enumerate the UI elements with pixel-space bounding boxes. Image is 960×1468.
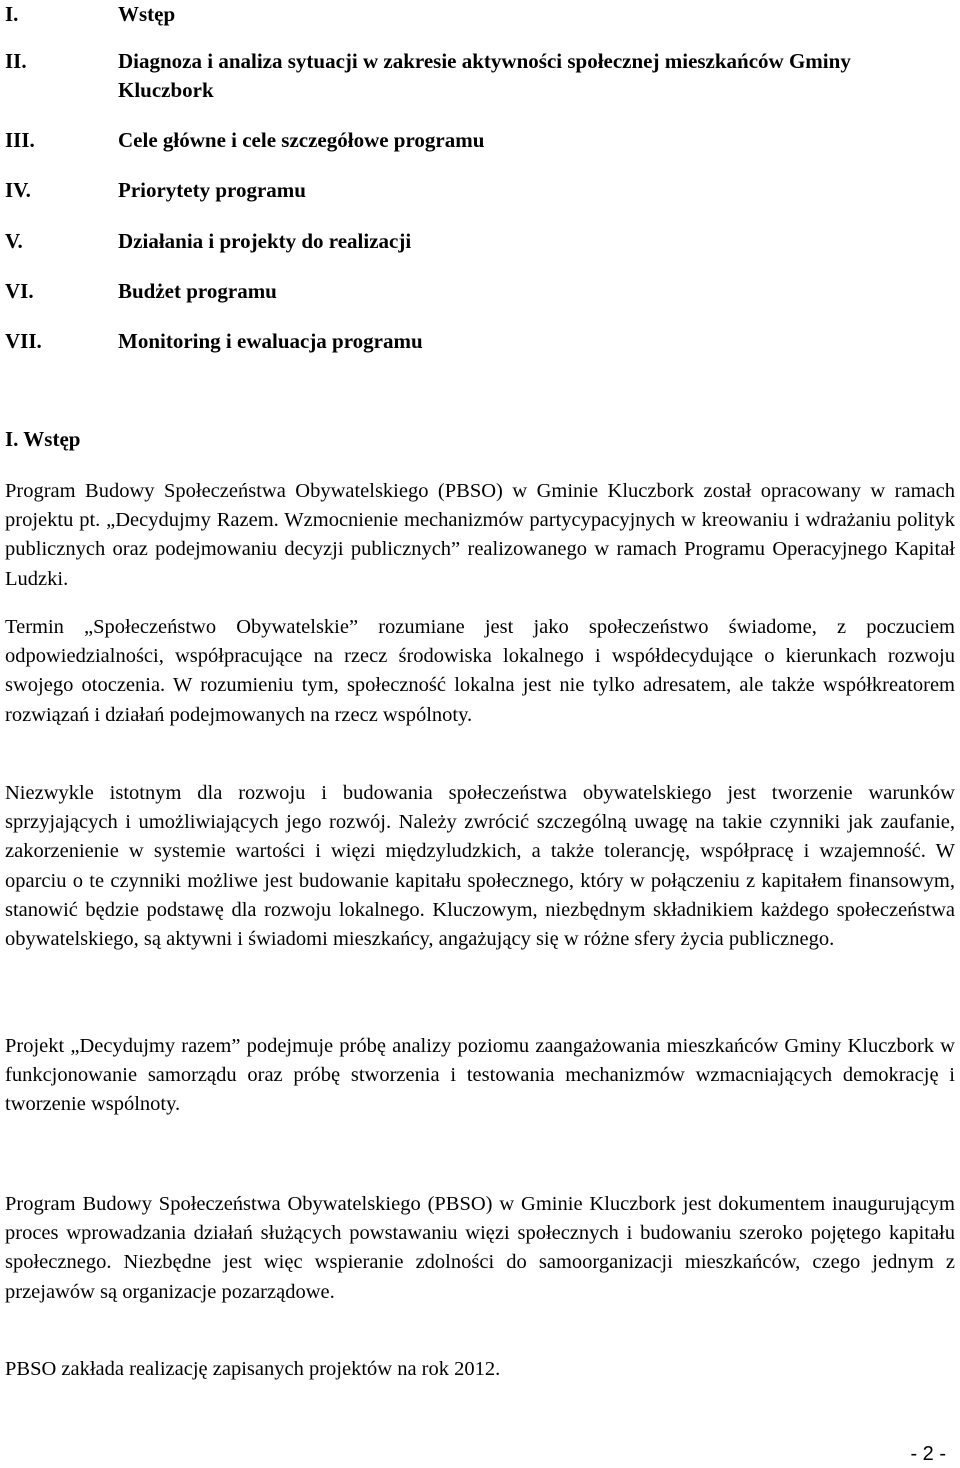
toc-item-title: Działania i projekty do realizacji bbox=[118, 229, 412, 253]
toc-item-number: IV. bbox=[5, 178, 31, 202]
paragraph: Projekt „Decydujmy razem” podejmuje próbę analizy poziomu zaangażowania mieszkańców Gminy Kluczbork w funkcjonowanie samorządu oraz próbę stworzenia i testowania mechanizmów wzmacniających demokrację i tworzenie wspólnoty. bbox=[5, 1035, 955, 1116]
paragraph: Termin „Społeczeństwo Obywatelskie” rozumiane jest jako społeczeństwo świadome, z poczuciem odpowiedzialności, współpracujące na rzecz środowiska lokalnego i współdecydujące o kierunkach rozwoju swojego otoczenia. W rozumieniu tym, społeczność lokalna jest nie tylko adresatem, ale także współkreatorem rozwiązań i działań podejmowanych na rzecz wspólnoty. bbox=[5, 616, 955, 726]
toc-item-title: Diagnoza i analiza sytuacji w zakresie aktywności społecznej mieszkańców Gminy Kluczbork bbox=[118, 49, 851, 102]
toc-item-number: VI. bbox=[5, 279, 34, 303]
section-heading: I. Wstęp bbox=[5, 427, 81, 451]
toc-item-title: Wstęp bbox=[118, 2, 176, 26]
toc-item-number: II. bbox=[5, 49, 27, 73]
paragraph: Program Budowy Społeczeństwa Obywatelskiego (PBSO) w Gminie Kluczbork jest dokumentem inaugurującym proces wprowadzania działań służących powstawaniu więzi społecznych i budowaniu szeroko pojętego kapitału społecznego. Niezbędne jest więc wspieranie zdolności do samoorganizacji mieszkańców, czego jednym z przejawów są organizacje pozarządowe. bbox=[5, 1193, 955, 1303]
toc-item-title: Budżet programu bbox=[118, 279, 277, 303]
paragraph: Niezwykle istotnym dla rozwoju i budowania społeczeństwa obywatelskiego jest tworzenie warunków sprzyjających i umożliwiających jego rozwój. Należy zwrócić szczególną uwagę na takie czynniki jak zaufanie, zakorzenienie w systemie wartości i więzi międzyludzkich, a także tolerancję, współpracę i wzajemność. W oparciu o te czynniki możliwe jest budowanie kapitału społecznego, który w połączeniu z kapitałem finansowym, stanowić będzie podstawę dla rozwoju lokalnego. Kluczowym, niezbędnym składnikiem każdego społeczeństwa obywatelskiego, są aktywni i świadomi mieszkańcy, angażujący się w różne sfery życia publicznego. bbox=[5, 782, 955, 951]
toc-item-number: VII. bbox=[5, 329, 42, 353]
toc-item-title: Priorytety programu bbox=[118, 178, 306, 202]
toc-item-number: III. bbox=[5, 128, 35, 152]
toc-item-number: I. bbox=[5, 2, 19, 26]
toc-item-title: Cele główne i cele szczegółowe programu bbox=[118, 128, 485, 152]
paragraph: PBSO zakłada realizację zapisanych projektów na rok 2012. bbox=[5, 1358, 501, 1380]
paragraph: Program Budowy Społeczeństwa Obywatelskiego (PBSO) w Gminie Kluczbork został opracowany w ramach projektu pt. „Decydujmy Razem. Wzmocnienie mechanizmów partycypacyjnych w kreowaniu i wdrażaniu polityk publicznych oraz podejmowaniu decyzji publicznych” realizowanego w ramach Programu Operacyjnego Kapitał Ludzki. bbox=[5, 480, 955, 590]
toc-item-number: V. bbox=[5, 229, 23, 253]
toc-item-title: Monitoring i ewaluacja programu bbox=[118, 329, 423, 353]
page-number: - 2 - bbox=[910, 1443, 946, 1465]
